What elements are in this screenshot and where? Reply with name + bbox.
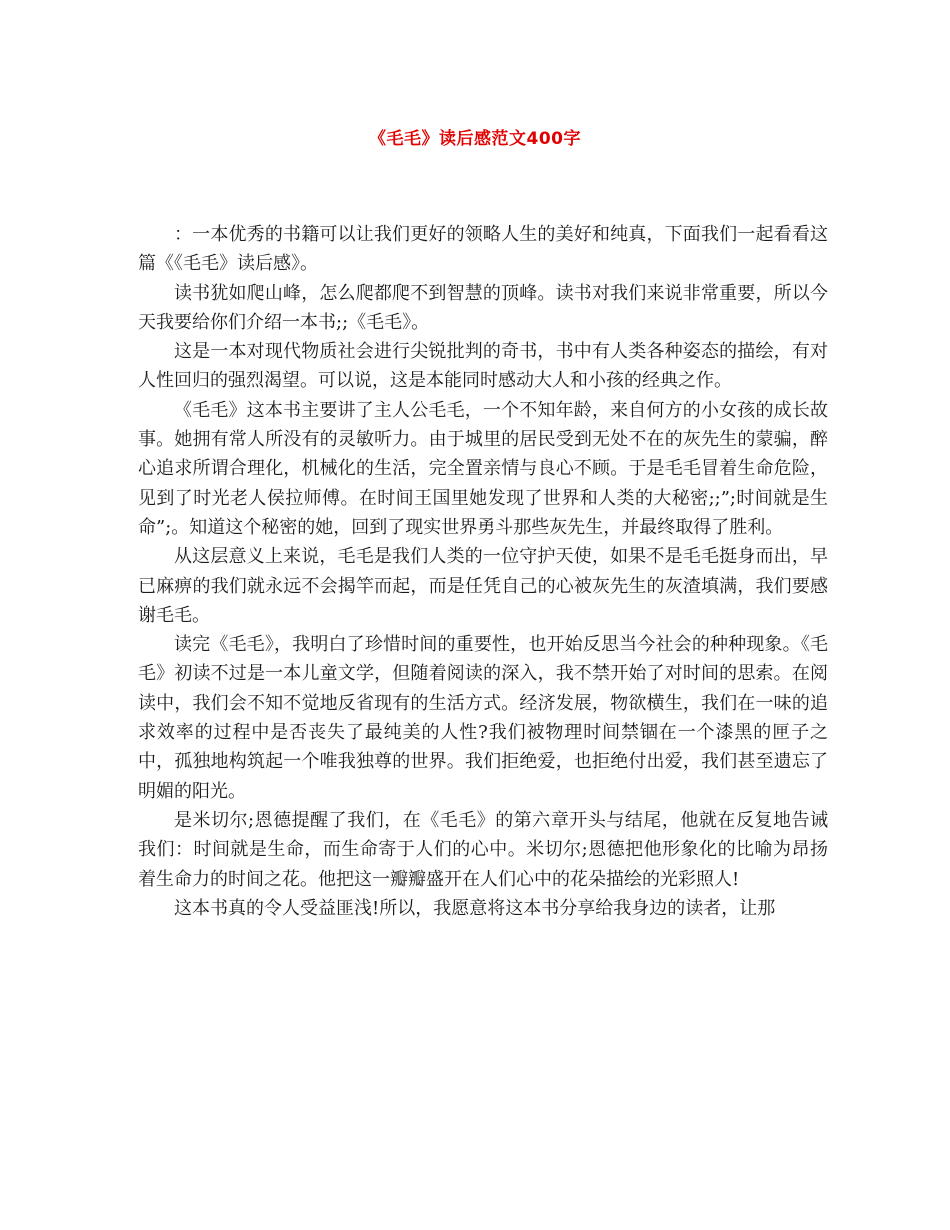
paragraph-book-description: 这是一本对现代物质社会进行尖锐批判的奇书，书中有人类各种姿态的描绘，有对人性回归的强烈渴望。可以说，这是本能同时感动大人和小孩的经典之作。 — [138, 341, 828, 392]
paragraph-intro: ：一本优秀的书籍可以让我们更好的领略人生的美好和纯真，下面我们一起看看这篇《《毛毛》读后感》。 — [138, 224, 828, 275]
document-title: 《毛毛》读后感范文400字 — [369, 129, 581, 149]
paragraph-story-summary: 《毛毛》这本书主要讲了主人公毛毛，一个不知年龄，来自何方的小女孩的成长故事。她拥有常人所没有的灵敏听力。由于城里的居民受到无处不在的灰先生的蒙骗，醉心追求所谓合理化，机械化的生活，完全置亲情与良心不顾。于是毛毛冒着生命危险，见到了时光老人侯拉师傅。在时间王国里她发现了世界和人类的大秘密;;”;时间就是生命”;。知道这个秘密的她，回到了现实世界勇斗那些灰先生，并最终取得了胜利。 — [138, 399, 828, 538]
paragraph-conclusion: 这本书真的令人受益匪浅!所以，我愿意将这本书分享给我身边的读者，让那 — [174, 897, 776, 919]
document-body — [138, 220, 828, 923]
paragraph-reflection: 读完《毛毛》，我明白了珍惜时间的重要性，也开始反思当今社会的种种现象。《毛毛》初读不过是一本儿童文学，但随着阅读的深入，我不禁开始了对时间的思索。在阅读中，我们会不知不觉地反省现有的生活方式。经济发展，物欲横生，我们在一味的追求效率的过程中是否丧失了最纯美的人性?我们被物理时间禁锢在一个漆黑的匣子之中，孤独地构筑起一个唯我独尊的世界。我们拒绝爱，也拒绝付出爱，我们甚至遗忘了明媚的阳光。 — [138, 634, 828, 802]
paragraph-reading-importance: 读书犹如爬山峰，怎么爬都爬不到智慧的顶峰。读书对我们来说非常重要，所以今天我要给你们介绍一本书;;《毛毛》。 — [138, 282, 828, 333]
paragraph-guardian-angel: 从这层意义上来说，毛毛是我们人类的一位守护天使，如果不是毛毛挺身而出，早已麻痹的我们就永远不会揭竿而起，而是任凭自己的心被灰先生的灰渣填满，我们要感谢毛毛。 — [138, 546, 828, 626]
paragraph-author-message: 是米切尔;恩德提醒了我们，在《毛毛》的第六章开头与结尾，他就在反复地告诫我们：时间就是生命，而生命寄于人们的心中。米切尔;恩德把他形象化的比喻为昂扬着生命力的时间之花。他把这一瓣瓣盛开在人们心中的花朵描绘的光彩照人! — [138, 809, 828, 890]
